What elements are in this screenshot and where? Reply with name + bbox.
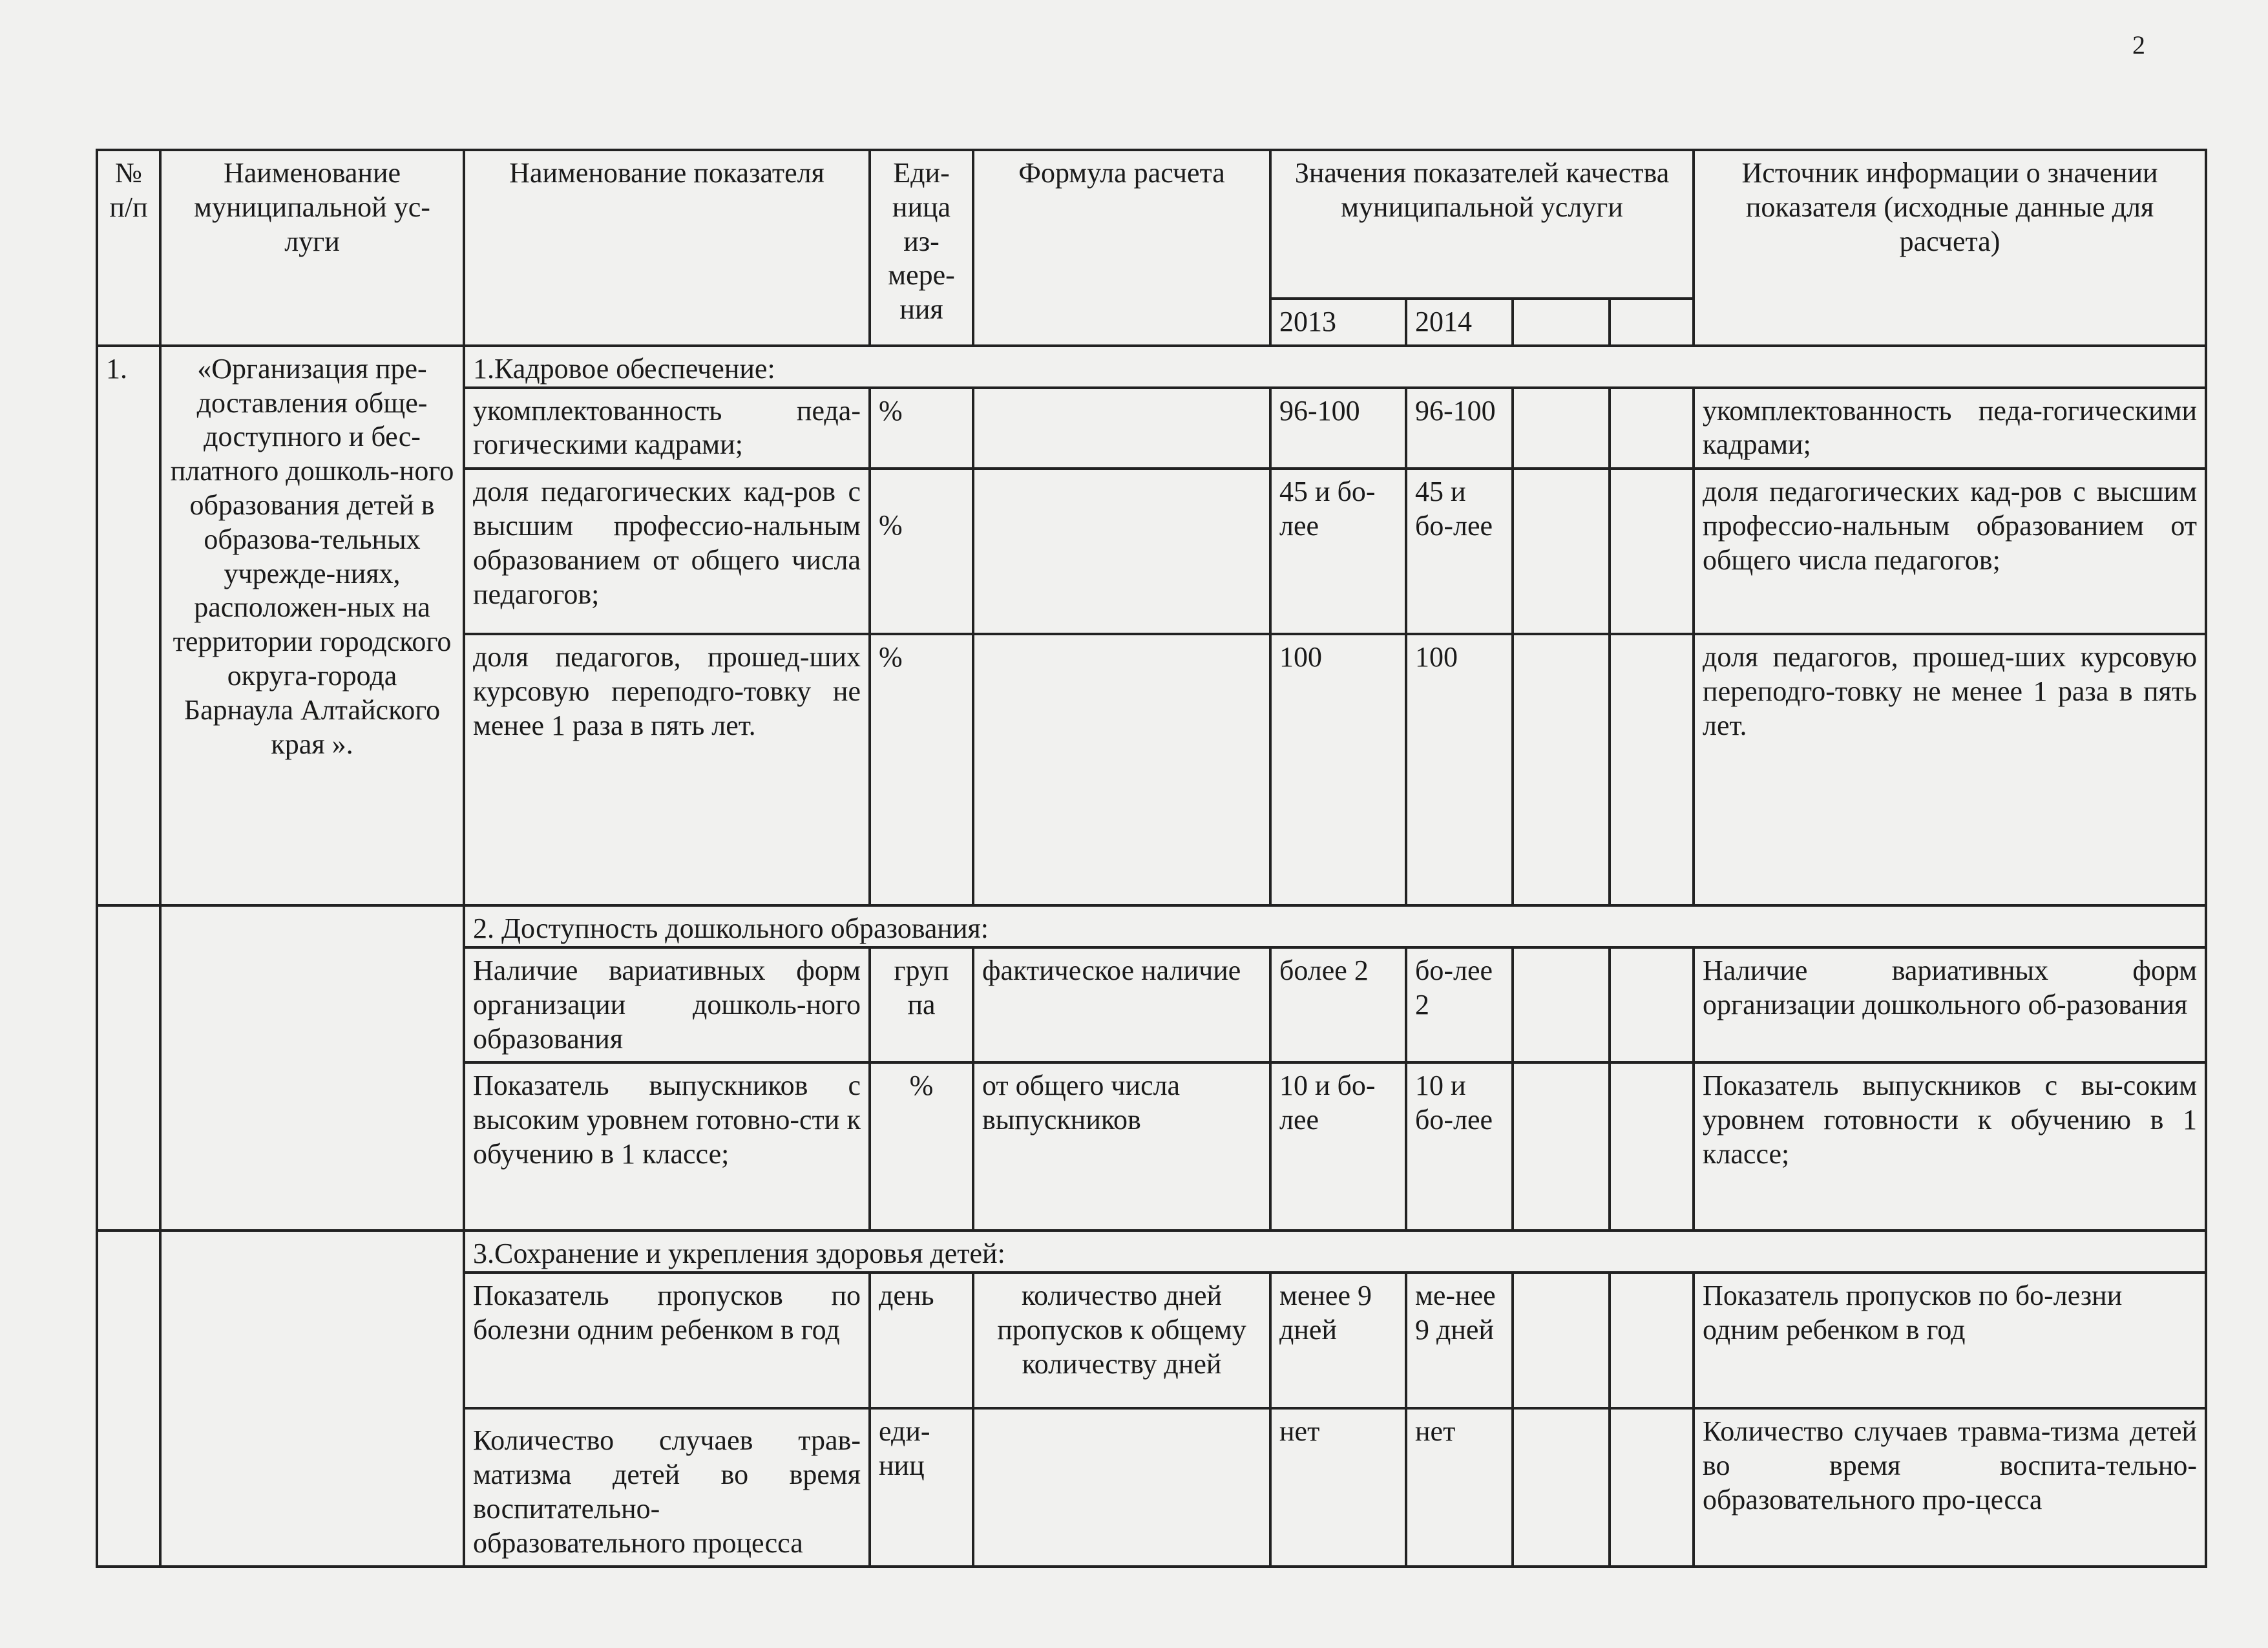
value-2013-cell: 100 [1270,634,1406,905]
empty-cell [1610,469,1694,634]
indicator-cell: доля педагогов, прошед-ших курсовую переподго-товку не менее 1 раза в пять лет. [464,634,870,905]
formula-cell [973,1408,1270,1567]
value-2013-cell: 45 и бо-лее [1270,469,1406,634]
header-formula: Формула расчета [973,150,1270,346]
source-cell: Количество случаев травма-тизма детей во время воспита-тельно-образовательного про-цесса [1694,1408,2206,1567]
empty-cell [97,1231,160,1567]
source-cell: доля педагогических кад-ров с высшим профессио-нальным образованием от общего числа педагогов; [1694,469,2206,634]
empty-cell [1610,388,1694,469]
empty-cell [160,1231,464,1567]
unit-cell: % [870,1062,973,1231]
header-values-group: Значения показателей качества муниципальной услуги [1270,150,1694,299]
empty-cell [1513,1062,1610,1231]
indicator-cell: доля педагогических кад-ров с высшим профессио-нальным образованием от общего числа педагогов; [464,469,870,634]
source-cell: Показатель выпускников с вы-соким уровнем готовности к обучению в 1 классе; [1694,1062,2206,1231]
indicator-cell: Показатель пропусков по болезни одним ребенком в год [464,1273,870,1408]
value-2014-cell: 100 [1406,634,1513,905]
empty-cell [1610,1408,1694,1567]
source-cell: Наличие вариативных форм организации дошкольного об-разования [1694,947,2206,1062]
section-title: 2. Доступность дошкольного образования: [464,905,2206,947]
empty-cell [1513,1408,1610,1567]
header-year-2014: 2014 [1406,299,1513,346]
indicator-cell: Наличие вариативных форм организации дошколь-ного образования [464,947,870,1062]
row-number: 1. [97,346,160,905]
formula-cell: фактическое наличие [973,947,1270,1062]
header-row [97,150,2206,299]
value-2013-cell: менее 9 дней [1270,1273,1406,1408]
source-cell: доля педагогов, прошед-ших курсовую переподго-товку не менее 1 раза в пять лет. [1694,634,2206,905]
formula-cell: от общего числа выпускников [973,1062,1270,1231]
formula-cell [973,388,1270,469]
value-2014-cell: 10 и бо-лее [1406,1062,1513,1231]
section-title-row [97,346,2206,388]
section-title: 3.Сохранение и укрепления здоровья детей: [464,1231,2206,1273]
empty-cell [1610,1062,1694,1231]
page-number: 2 [2132,30,2145,59]
empty-cell [1610,1273,1694,1408]
indicators-table [96,149,2207,1568]
header-num: № п/п [97,150,160,346]
section-title: 1.Кадровое обеспечение: [464,346,2206,388]
indicator-cell: Количество случаев трав-матизма детей во время воспитательно-образовательного процесса [464,1408,870,1567]
empty-cell [1513,1273,1610,1408]
formula-cell [973,634,1270,905]
formula-cell [973,469,1270,634]
unit-cell: день [870,1273,973,1408]
formula-cell: количество дней пропусков к общему количеству дней [973,1273,1270,1408]
value-2014-cell: ме-нее 9 дней [1406,1273,1513,1408]
empty-cell [97,905,160,1231]
section-title-row [97,905,2206,947]
header-indicator-name: Наименование показателя [464,150,870,346]
value-2014-cell: 45 и бо-лее [1406,469,1513,634]
value-2013-cell: 10 и бо-лее [1270,1062,1406,1231]
indicator-cell: Показатель выпускников с высоким уровнем готовно-сти к обучению в 1 классе; [464,1062,870,1231]
value-2014-cell: бо-лее 2 [1406,947,1513,1062]
source-cell: Показатель пропусков по бо-лезни одним ребенком в год [1694,1273,2206,1408]
unit-cell: % [870,388,973,469]
unit-cell: % [870,469,973,634]
header-empty-2 [1610,299,1694,346]
empty-cell [160,905,464,1231]
indicator-cell: укомплектованность педа-гогическими кадрами; [464,388,870,469]
empty-cell [1513,469,1610,634]
header-service-name: Наименование муниципальной ус-луги [160,150,464,346]
service-name-cell: «Организация пре-доставления обще-доступного и бес-платного дошколь-ного образования детей в образова-тельных учрежде-ниях, расположен-ных на территории городского округа-города Барнаула Алтайского края ». [160,346,464,905]
unit-cell: груп па [870,947,973,1062]
value-2013-cell: нет [1270,1408,1406,1567]
value-2014-cell: нет [1406,1408,1513,1567]
header-year-2013: 2013 [1270,299,1406,346]
empty-cell [1610,947,1694,1062]
empty-cell [1610,634,1694,905]
unit-cell: еди-ниц [870,1408,973,1567]
value-2014-cell: 96-100 [1406,388,1513,469]
value-2013-cell: более 2 [1270,947,1406,1062]
empty-cell [1513,388,1610,469]
header-empty-1 [1513,299,1610,346]
section-title-row [97,1231,2206,1273]
header-source: Источник информации о значении показателя (исходные данные для расчета) [1694,150,2206,346]
value-2013-cell: 96-100 [1270,388,1406,469]
empty-cell [1513,634,1610,905]
empty-cell [1513,947,1610,1062]
header-unit: Еди-ница из-мере-ния [870,150,973,346]
source-cell: укомплектованность педа-гогическими кадрами; [1694,388,2206,469]
unit-cell: % [870,634,973,905]
